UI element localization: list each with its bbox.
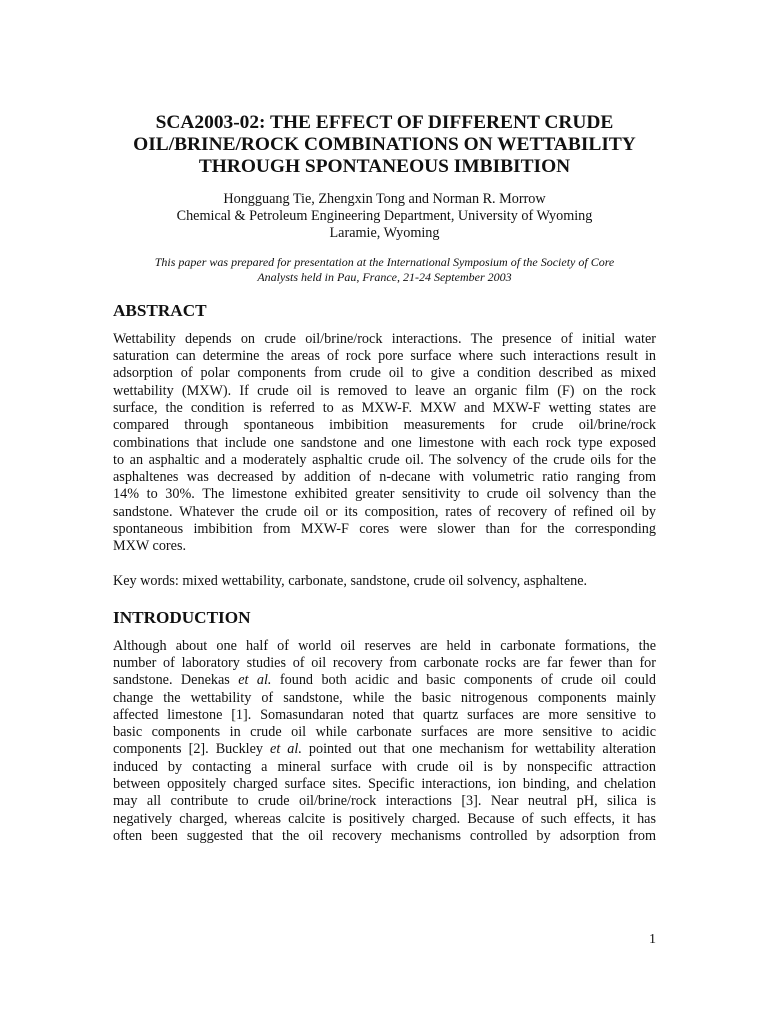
abstract-line: MXW cores.: [113, 538, 187, 555]
introduction-line: may all contribute to crude oil/brine/rock interactions [3]. Near neutral pH, silica is: [113, 793, 656, 810]
abstract-line: compared through spontaneous imbibition measurements for crude oil/brine/rock: [113, 417, 656, 434]
introduction-body: [113, 638, 656, 846]
introduction-line: change the wettability of sandstone, while the basic nitrogenous components mainly: [113, 689, 656, 706]
introduction-heading: INTRODUCTION: [113, 607, 251, 627]
affiliation: [113, 208, 656, 242]
introduction-line: number of laboratory studies of oil recovery from carbonate rocks are far fewer than for: [113, 654, 656, 671]
abstract-line: Wettability depends on crude oil/brine/rock interactions. The presence of initial water: [113, 330, 656, 347]
introduction-line: affected limestone [1]. Somasundaran noted that quartz surfaces are more sensitive to: [113, 706, 656, 723]
authors: Hongguang Tie, Zhengxin Tong and Norman R. Morrow: [223, 191, 546, 207]
introduction-line: negatively charged, whereas calcite is positively charged. Because of such effects, it has: [113, 810, 656, 827]
title-line: SCA2003-02: THE EFFECT OF DIFFERENT CRUDE: [155, 112, 614, 133]
page-number: 1: [649, 932, 656, 947]
abstract-line: surface, the condition is referred to as MXW-F. MXW and MXW-F wetting states are: [113, 400, 656, 416]
keywords: Key words: mixed wettability, carbonate, sandstone, crude oil solvency, asphaltene.: [113, 572, 588, 589]
abstract-heading: ABSTRACT: [113, 300, 207, 320]
introduction-line: Although about one half of world oil reserves are held in carbonate formations, the: [113, 637, 656, 654]
presentation-note: [113, 255, 656, 286]
presentation-note-line: Analysts held in Pau, France, 21-24 September 2003: [257, 270, 512, 285]
abstract-line: combinations that include one sandstone and one limestone with each rock type exposed: [113, 434, 656, 451]
paper-title: [113, 112, 656, 178]
affiliation-line: Chemical & Petroleum Engineering Department, University of Wyoming: [176, 208, 593, 224]
abstract-body: [113, 331, 656, 556]
paper-page: [113, 112, 656, 845]
abstract-line: to an asphaltic and a moderately asphaltic crude oil. The solvency of the crude oils for the: [113, 451, 656, 468]
presentation-note-line: This paper was prepared for presentation at the International Symposium of the Society of Core: [154, 255, 615, 269]
abstract-line: adsorption of polar components from crude oil to give a condition described as mixed: [113, 365, 656, 382]
abstract-line: wettability (MXW). If crude oil is removed to leave an organic film (F) on the rock: [113, 382, 656, 399]
introduction-line: basic components in crude oil while carbonate surfaces are more sensitive to acidic: [113, 724, 656, 741]
introduction-line: induced by contacting a mineral surface with crude oil is by nonspecific attraction: [113, 758, 656, 775]
abstract-line: asphaltenes was decreased by addition of n-decane with volumetric ratio ranging from: [113, 469, 656, 486]
abstract-line: 14% to 30%. The limestone exhibited greater sensitivity to crude oil solvency than the: [113, 486, 656, 503]
introduction-line: components [2]. Buckley et al. pointed out that one mechanism for wettability alteration: [113, 741, 656, 758]
introduction-line: sandstone. Denekas et al. found both acidic and basic components of crude oil could: [113, 672, 656, 689]
abstract-line: sandstone. Whatever the crude oil or its composition, rates of recovery of refined oil by: [113, 503, 656, 520]
introduction-line: often been suggested that the oil recovery mechanisms controlled by adsorption from: [113, 827, 656, 844]
introduction-line: between oppositely charged surface sites. Specific interactions, ion binding, and chelation: [113, 776, 656, 793]
title-line: THROUGH SPONTANEOUS IMBIBITION: [198, 156, 571, 177]
title-line: OIL/BRINE/ROCK COMBINATIONS ON WETTABILITY: [133, 134, 636, 155]
abstract-line: spontaneous imbibition from MXW-F cores were slower than for the corresponding: [113, 521, 656, 538]
abstract-line: saturation can determine the areas of rock pore surface where such interactions result in: [113, 348, 656, 365]
affiliation-line: Laramie, Wyoming: [329, 225, 440, 241]
